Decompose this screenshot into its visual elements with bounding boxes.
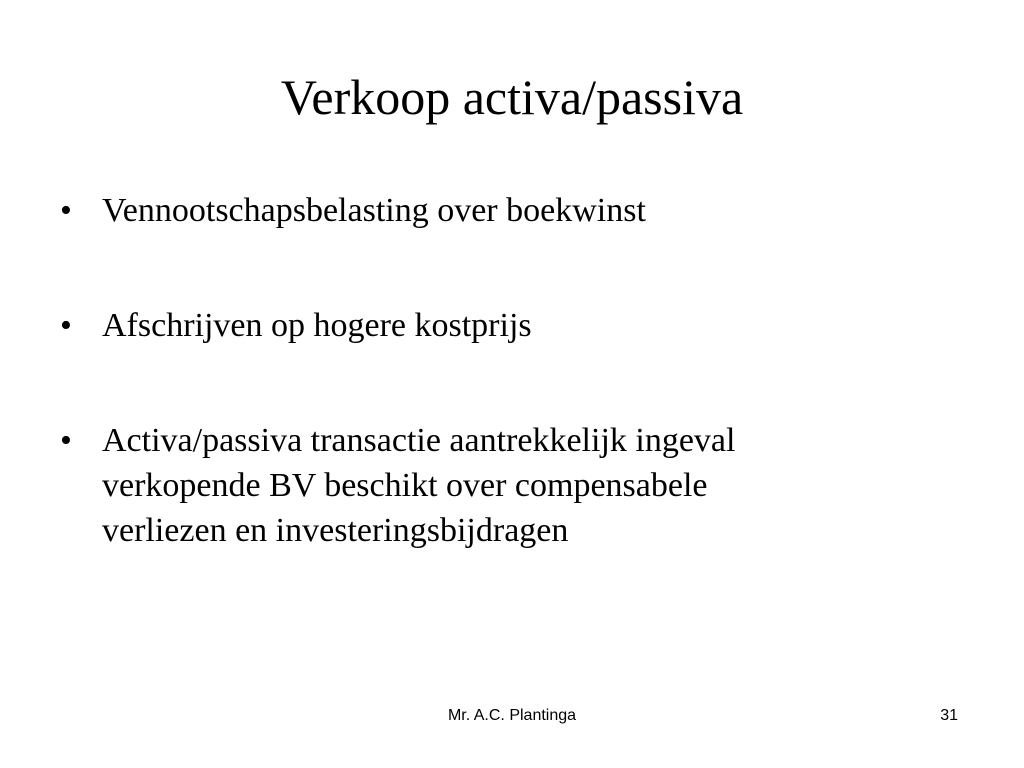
bullet-list (60, 188, 960, 553)
bullet-item (60, 303, 960, 348)
bullet-item (60, 418, 960, 553)
page-number: 31 (940, 707, 958, 724)
footer-author: Mr. A.C. Plantinga (447, 707, 577, 724)
bullet-text-line: Vennootschapsbelasting over boekwinst (102, 192, 646, 229)
bullet-text-line: verliezen en investeringsbijdragen (102, 512, 569, 549)
bullet-point-icon: • (60, 422, 72, 459)
bullet-text-line: verkopende BV beschikt over compensabele (102, 467, 708, 504)
bullet-item (60, 188, 960, 233)
bullet-point-icon: • (60, 192, 72, 229)
bullet-text-line: Afschrijven op hogere kostprijs (102, 307, 532, 344)
bullet-text-line: Activa/passiva transactie aantrekkelijk ingeval (102, 422, 736, 459)
bullet-point-icon: • (60, 307, 72, 344)
slide-title: Verkoop activa/passiva (280, 69, 744, 125)
